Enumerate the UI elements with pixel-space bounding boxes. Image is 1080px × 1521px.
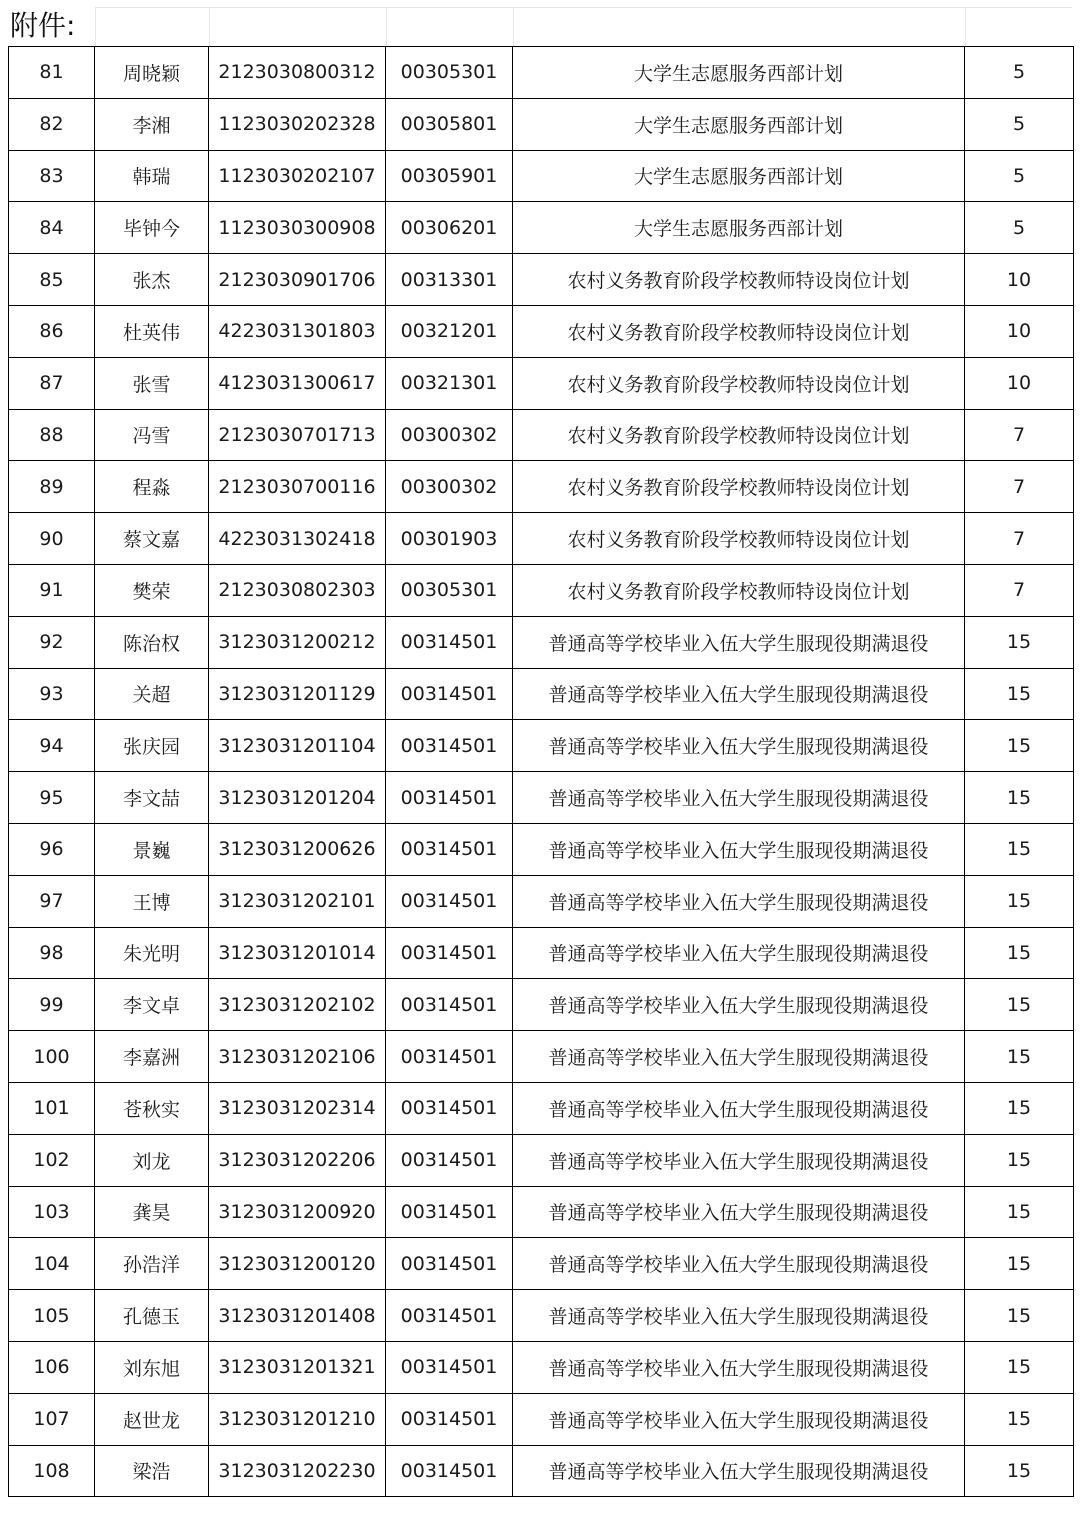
service-plan-cell: 普通高等学校毕业入伍大学生服现役期满退役	[513, 1341, 965, 1393]
candidate-name-cell: 王博	[95, 875, 209, 927]
row-number-cell: 83	[9, 150, 95, 202]
exam-id-cell: 1123030202107	[209, 150, 386, 202]
bonus-points-cell: 15	[965, 979, 1074, 1031]
position-code-cell: 00314501	[386, 1238, 513, 1290]
service-plan-cell: 普通高等学校毕业入伍大学生服现役期满退役	[513, 1031, 965, 1083]
position-code-cell: 00321201	[386, 305, 513, 357]
candidate-name-cell: 苍秋实	[95, 1082, 209, 1134]
bonus-points-cell: 15	[965, 1238, 1074, 1290]
table-row	[9, 461, 1074, 513]
exam-id-cell: 1123030300908	[209, 202, 386, 254]
position-code-cell: 00314501	[386, 668, 513, 720]
exam-id-cell: 3123031200626	[209, 823, 386, 875]
service-plan-cell: 普通高等学校毕业入伍大学生服现役期满退役	[513, 1082, 965, 1134]
position-code-cell: 00314501	[386, 823, 513, 875]
bonus-points-cell: 15	[965, 823, 1074, 875]
table-row	[9, 1290, 1074, 1342]
table-row	[9, 1134, 1074, 1186]
service-plan-cell: 农村义务教育阶段学校教师特设岗位计划	[513, 357, 965, 409]
table-row	[9, 305, 1074, 357]
exam-id-cell: 3123031202206	[209, 1134, 386, 1186]
row-number-cell: 105	[9, 1290, 95, 1342]
position-code-cell: 00321301	[386, 357, 513, 409]
bonus-points-cell: 15	[965, 1134, 1074, 1186]
candidate-name-cell: 周晓颖	[95, 47, 209, 99]
position-code-cell: 00313301	[386, 254, 513, 306]
table-row	[9, 47, 1074, 99]
table-row	[9, 1186, 1074, 1238]
bonus-points-cell: 15	[965, 1186, 1074, 1238]
position-code-cell: 00314501	[386, 720, 513, 772]
table-row	[9, 564, 1074, 616]
row-number-cell: 102	[9, 1134, 95, 1186]
row-number-cell: 104	[9, 1238, 95, 1290]
service-plan-cell: 普通高等学校毕业入伍大学生服现役期满退役	[513, 668, 965, 720]
position-code-cell: 00314501	[386, 1186, 513, 1238]
service-plan-cell: 大学生志愿服务西部计划	[513, 47, 965, 99]
bonus-points-cell: 15	[965, 720, 1074, 772]
service-plan-cell: 农村义务教育阶段学校教师特设岗位计划	[513, 513, 965, 565]
candidate-table	[8, 46, 1074, 1497]
service-plan-cell: 普通高等学校毕业入伍大学生服现役期满退役	[513, 1186, 965, 1238]
bonus-points-cell: 15	[965, 772, 1074, 824]
exam-id-cell: 2123030800312	[209, 47, 386, 99]
position-code-cell: 00300302	[386, 461, 513, 513]
service-plan-cell: 普通高等学校毕业入伍大学生服现役期满退役	[513, 720, 965, 772]
row-number-cell: 103	[9, 1186, 95, 1238]
candidate-name-cell: 赵世龙	[95, 1393, 209, 1445]
exam-id-cell: 3123031202314	[209, 1082, 386, 1134]
table-row	[9, 98, 1074, 150]
exam-id-cell: 3123031202102	[209, 979, 386, 1031]
service-plan-cell: 农村义务教育阶段学校教师特设岗位计划	[513, 254, 965, 306]
row-number-cell: 88	[9, 409, 95, 461]
exam-id-cell: 4123031300617	[209, 357, 386, 409]
exam-id-cell: 3123031201129	[209, 668, 386, 720]
candidate-name-cell: 冯雪	[95, 409, 209, 461]
exam-id-cell: 3123031200920	[209, 1186, 386, 1238]
position-code-cell: 00305801	[386, 98, 513, 150]
row-number-cell: 84	[9, 202, 95, 254]
row-number-cell: 101	[9, 1082, 95, 1134]
candidate-name-cell: 张雪	[95, 357, 209, 409]
candidate-name-cell: 李湘	[95, 98, 209, 150]
position-code-cell: 00305301	[386, 564, 513, 616]
bonus-points-cell: 5	[965, 150, 1074, 202]
position-code-cell: 00306201	[386, 202, 513, 254]
table-row	[9, 513, 1074, 565]
bonus-points-cell: 7	[965, 409, 1074, 461]
row-number-cell: 87	[9, 357, 95, 409]
bonus-points-cell: 15	[965, 875, 1074, 927]
position-code-cell: 00314501	[386, 927, 513, 979]
exam-id-cell: 3123031201104	[209, 720, 386, 772]
row-number-cell: 85	[9, 254, 95, 306]
table-row	[9, 979, 1074, 1031]
candidate-name-cell: 张庆园	[95, 720, 209, 772]
bonus-points-cell: 15	[965, 1393, 1074, 1445]
exam-id-cell: 3123031201210	[209, 1393, 386, 1445]
exam-id-cell: 2123030700116	[209, 461, 386, 513]
table-row	[9, 1082, 1074, 1134]
bonus-points-cell: 15	[965, 1290, 1074, 1342]
table-row	[9, 357, 1074, 409]
table-row	[9, 772, 1074, 824]
position-code-cell: 00305901	[386, 150, 513, 202]
table-row	[9, 254, 1074, 306]
candidate-name-cell: 刘东旭	[95, 1341, 209, 1393]
row-number-cell: 90	[9, 513, 95, 565]
table-row	[9, 1445, 1074, 1497]
bonus-points-cell: 15	[965, 1445, 1074, 1497]
candidate-name-cell: 张杰	[95, 254, 209, 306]
candidate-name-cell: 蔡文嘉	[95, 513, 209, 565]
row-number-cell: 92	[9, 616, 95, 668]
candidate-name-cell: 孙浩洋	[95, 1238, 209, 1290]
service-plan-cell: 普通高等学校毕业入伍大学生服现役期满退役	[513, 772, 965, 824]
row-number-cell: 98	[9, 927, 95, 979]
exam-id-cell: 3123031201321	[209, 1341, 386, 1393]
bonus-points-cell: 10	[965, 305, 1074, 357]
position-code-cell: 00300302	[386, 409, 513, 461]
bonus-points-cell: 5	[965, 202, 1074, 254]
candidate-name-cell: 关超	[95, 668, 209, 720]
table-row	[9, 668, 1074, 720]
exam-id-cell: 3123031201408	[209, 1290, 386, 1342]
bonus-points-cell: 7	[965, 564, 1074, 616]
service-plan-cell: 大学生志愿服务西部计划	[513, 150, 965, 202]
bonus-points-cell: 15	[965, 1082, 1074, 1134]
candidate-name-cell: 景巍	[95, 823, 209, 875]
candidate-name-cell: 毕钟今	[95, 202, 209, 254]
service-plan-cell: 农村义务教育阶段学校教师特设岗位计划	[513, 409, 965, 461]
service-plan-cell: 大学生志愿服务西部计划	[513, 202, 965, 254]
candidate-name-cell: 韩瑞	[95, 150, 209, 202]
exam-id-cell: 3123031202101	[209, 875, 386, 927]
service-plan-cell: 普通高等学校毕业入伍大学生服现役期满退役	[513, 979, 965, 1031]
exam-id-cell: 4223031302418	[209, 513, 386, 565]
candidate-name-cell: 朱光明	[95, 927, 209, 979]
position-code-cell: 00314501	[386, 875, 513, 927]
attachment-label: 附件:	[10, 9, 76, 42]
exam-id-cell: 3123031202230	[209, 1445, 386, 1497]
position-code-cell: 00314501	[386, 1393, 513, 1445]
row-number-cell: 97	[9, 875, 95, 927]
bonus-points-cell: 5	[965, 47, 1074, 99]
faint-header-lines	[95, 7, 1072, 46]
exam-id-cell: 3123031200212	[209, 616, 386, 668]
service-plan-cell: 普通高等学校毕业入伍大学生服现役期满退役	[513, 875, 965, 927]
row-number-cell: 100	[9, 1031, 95, 1083]
row-number-cell: 95	[9, 772, 95, 824]
candidate-name-cell: 龚昊	[95, 1186, 209, 1238]
row-number-cell: 108	[9, 1445, 95, 1497]
row-number-cell: 94	[9, 720, 95, 772]
service-plan-cell: 普通高等学校毕业入伍大学生服现役期满退役	[513, 1445, 965, 1497]
table-row	[9, 1341, 1074, 1393]
position-code-cell: 00314501	[386, 1082, 513, 1134]
bonus-points-cell: 15	[965, 668, 1074, 720]
service-plan-cell: 农村义务教育阶段学校教师特设岗位计划	[513, 461, 965, 513]
bonus-points-cell: 15	[965, 616, 1074, 668]
exam-id-cell: 3123031201204	[209, 772, 386, 824]
position-code-cell: 00314501	[386, 1445, 513, 1497]
service-plan-cell: 大学生志愿服务西部计划	[513, 98, 965, 150]
bonus-points-cell: 10	[965, 254, 1074, 306]
bonus-points-cell: 7	[965, 461, 1074, 513]
candidate-name-cell: 李文喆	[95, 772, 209, 824]
row-number-cell: 91	[9, 564, 95, 616]
bonus-points-cell: 7	[965, 513, 1074, 565]
candidate-name-cell: 孔德玉	[95, 1290, 209, 1342]
table-row	[9, 409, 1074, 461]
row-number-cell: 82	[9, 98, 95, 150]
candidate-name-cell: 刘龙	[95, 1134, 209, 1186]
position-code-cell: 00314501	[386, 979, 513, 1031]
position-code-cell: 00314501	[386, 1134, 513, 1186]
bonus-points-cell: 5	[965, 98, 1074, 150]
table-row	[9, 823, 1074, 875]
table-row	[9, 1238, 1074, 1290]
row-number-cell: 89	[9, 461, 95, 513]
table-row	[9, 150, 1074, 202]
service-plan-cell: 普通高等学校毕业入伍大学生服现役期满退役	[513, 616, 965, 668]
exam-id-cell: 3123031200120	[209, 1238, 386, 1290]
position-code-cell: 00305301	[386, 47, 513, 99]
service-plan-cell: 普通高等学校毕业入伍大学生服现役期满退役	[513, 927, 965, 979]
table-row	[9, 616, 1074, 668]
position-code-cell: 00301903	[386, 513, 513, 565]
row-number-cell: 93	[9, 668, 95, 720]
bonus-points-cell: 15	[965, 927, 1074, 979]
candidate-name-cell: 李嘉洲	[95, 1031, 209, 1083]
bonus-points-cell: 10	[965, 357, 1074, 409]
candidate-table-body	[9, 47, 1074, 1497]
candidate-name-cell: 杜英伟	[95, 305, 209, 357]
exam-id-cell: 2123030901706	[209, 254, 386, 306]
candidate-name-cell: 程淼	[95, 461, 209, 513]
service-plan-cell: 普通高等学校毕业入伍大学生服现役期满退役	[513, 1290, 965, 1342]
position-code-cell: 00314501	[386, 1031, 513, 1083]
table-row	[9, 927, 1074, 979]
table-row	[9, 1031, 1074, 1083]
service-plan-cell: 农村义务教育阶段学校教师特设岗位计划	[513, 564, 965, 616]
exam-id-cell: 3123031201014	[209, 927, 386, 979]
row-number-cell: 106	[9, 1341, 95, 1393]
service-plan-cell: 普通高等学校毕业入伍大学生服现役期满退役	[513, 1238, 965, 1290]
candidate-name-cell: 李文卓	[95, 979, 209, 1031]
candidate-name-cell: 梁浩	[95, 1445, 209, 1497]
exam-id-cell: 2123030802303	[209, 564, 386, 616]
service-plan-cell: 农村义务教育阶段学校教师特设岗位计划	[513, 305, 965, 357]
candidate-name-cell: 樊荣	[95, 564, 209, 616]
row-number-cell: 86	[9, 305, 95, 357]
position-code-cell: 00314501	[386, 1341, 513, 1393]
exam-id-cell: 3123031202106	[209, 1031, 386, 1083]
service-plan-cell: 普通高等学校毕业入伍大学生服现役期满退役	[513, 1393, 965, 1445]
service-plan-cell: 普通高等学校毕业入伍大学生服现役期满退役	[513, 823, 965, 875]
row-number-cell: 107	[9, 1393, 95, 1445]
exam-id-cell: 4223031301803	[209, 305, 386, 357]
bonus-points-cell: 15	[965, 1341, 1074, 1393]
candidate-name-cell: 陈治权	[95, 616, 209, 668]
exam-id-cell: 1123030202328	[209, 98, 386, 150]
exam-id-cell: 2123030701713	[209, 409, 386, 461]
table-row	[9, 1393, 1074, 1445]
table-row	[9, 720, 1074, 772]
row-number-cell: 99	[9, 979, 95, 1031]
row-number-cell: 81	[9, 47, 95, 99]
table-row	[9, 202, 1074, 254]
position-code-cell: 00314501	[386, 616, 513, 668]
service-plan-cell: 普通高等学校毕业入伍大学生服现役期满退役	[513, 1134, 965, 1186]
row-number-cell: 96	[9, 823, 95, 875]
position-code-cell: 00314501	[386, 772, 513, 824]
position-code-cell: 00314501	[386, 1290, 513, 1342]
bonus-points-cell: 15	[965, 1031, 1074, 1083]
table-row	[9, 875, 1074, 927]
